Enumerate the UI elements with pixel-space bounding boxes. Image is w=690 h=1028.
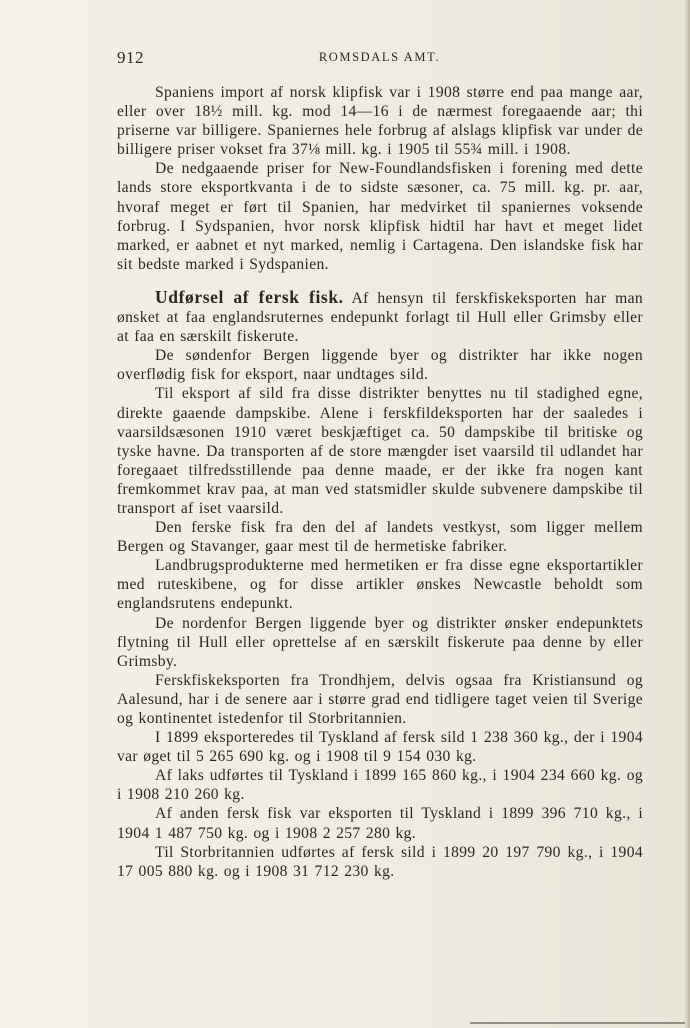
page-header [117, 48, 642, 68]
paragraph: Til Storbritannien udførtes af fersk sild i 1899 20 197 790 kg., i 1904 17 005 880 kg. og i 1908 31 712 230 kg. [117, 843, 643, 880]
paragraph: Den ferske fisk fra den del af landets vestkyst, som ligger mellem Bergen og Stavanger, gaar mest til de hermetiske fabriker. [117, 519, 643, 556]
paragraph: De nordenfor Bergen liggende byer og distrikter ønsker endepunktets flytning til Hull eller oprettelse af en særskilt fiskerute paa denne by eller Grimsby. [117, 614, 643, 670]
paragraph: De søndenfor Bergen liggende byer og distrikter har ikke nogen overflødig fisk for eksport, naar undtages sild. [117, 347, 643, 384]
paragraph: De nedgaaende priser for New-Foundlandsfisken i forening med dette lands store eksportkvanta i de to sidste sæsoner, ca. 75 mill. kg. pr. aar, hvoraf meget er ført til Spanien, har medvirket til spaniernes voksende forbrug. I Sydspanien, hvor norsk klipfisk hidtil har havt et meget lidet marked, er aabnet et nyt marked, nemlig i Cartagena. Den islandske fisk har sit bedste marked i Sydspanien. [117, 160, 643, 273]
paragraph: Til eksport af sild fra disse distrikter benyttes nu til stadighed egne, direkte gaaende dampskibe. Alene i ferskfildeksporten har der saaledes i vaarsildsæsonen 1910 været beskjæftiget ca. 50 dampskibe til britiske og tyske havne. Da transporten af de store mængder iset vaarsild til udlandet har foregaaet tilfredsstillende paa denne maade, er der ikke fra nogen kant fremkommet krav paa, at man ved statsmidler skulde subvenere dampskibe til transport af iset vaarsild. [117, 385, 643, 517]
paragraph: I 1899 eksporteredes til Tyskland af fersk sild 1 238 360 kg., der i 1904 var øget til 5 265 690 kg. og i 1908 til 9 154 030 kg. [117, 729, 643, 766]
paragraph: Landbrugsprodukterne med hermetiken er fra disse egne eksportartikler med ruteskibene, og for disse artikler ønskes Newcastle beholdt som englandsrutens endepunkt. [117, 557, 643, 613]
paragraph: Ferskfiskeksporten fra Trondhjem, delvis ogsaa fra Kristiansund og Aalesund, har i de senere aar i større grad end tidligere taget veien til Sverige og kontinentet istedenfor til Storbritannien. [117, 671, 643, 727]
section-first-paragraph: Af hensyn til ferskfiskeksporten har man ønsket at faa englandsruternes endepunkt forlagt til Hull eller Grimsby eller at faa en særskilt fiskerute. [117, 289, 643, 346]
page-bottom-rule [470, 1022, 685, 1024]
paragraph: Spaniens import af norsk klipfisk var i 1908 større end paa mange aar, eller over 18½ mill. kg. mod 14—16 i de nærmest foregaaende aar; thi priserne var billigere. Spaniernes hele forbrug af alslags klipfisk var under de billigere priser vokset fra 37⅛ mill. kg. i 1905 til 55¾ mill. i 1908. [117, 84, 643, 159]
running-head: ROMSDALS AMT. [318, 50, 441, 64]
paragraph: Af laks udførtes til Tyskland i 1899 165 860 kg., i 1904 234 660 kg. og i 1908 210 260 kg. [117, 767, 643, 804]
section-title: Udførsel af fersk fisk. [155, 286, 344, 307]
page-body [117, 83, 643, 881]
paragraph: Af anden fersk fisk var eksporten til Tyskland i 1899 396 710 kg., i 1904 1 487 750 kg. og i 1908 2 257 280 kg. [117, 805, 643, 842]
page-number: 912 [117, 48, 144, 67]
page-edge-shadow [684, 0, 690, 1028]
section-opening-paragraph [117, 288, 643, 346]
